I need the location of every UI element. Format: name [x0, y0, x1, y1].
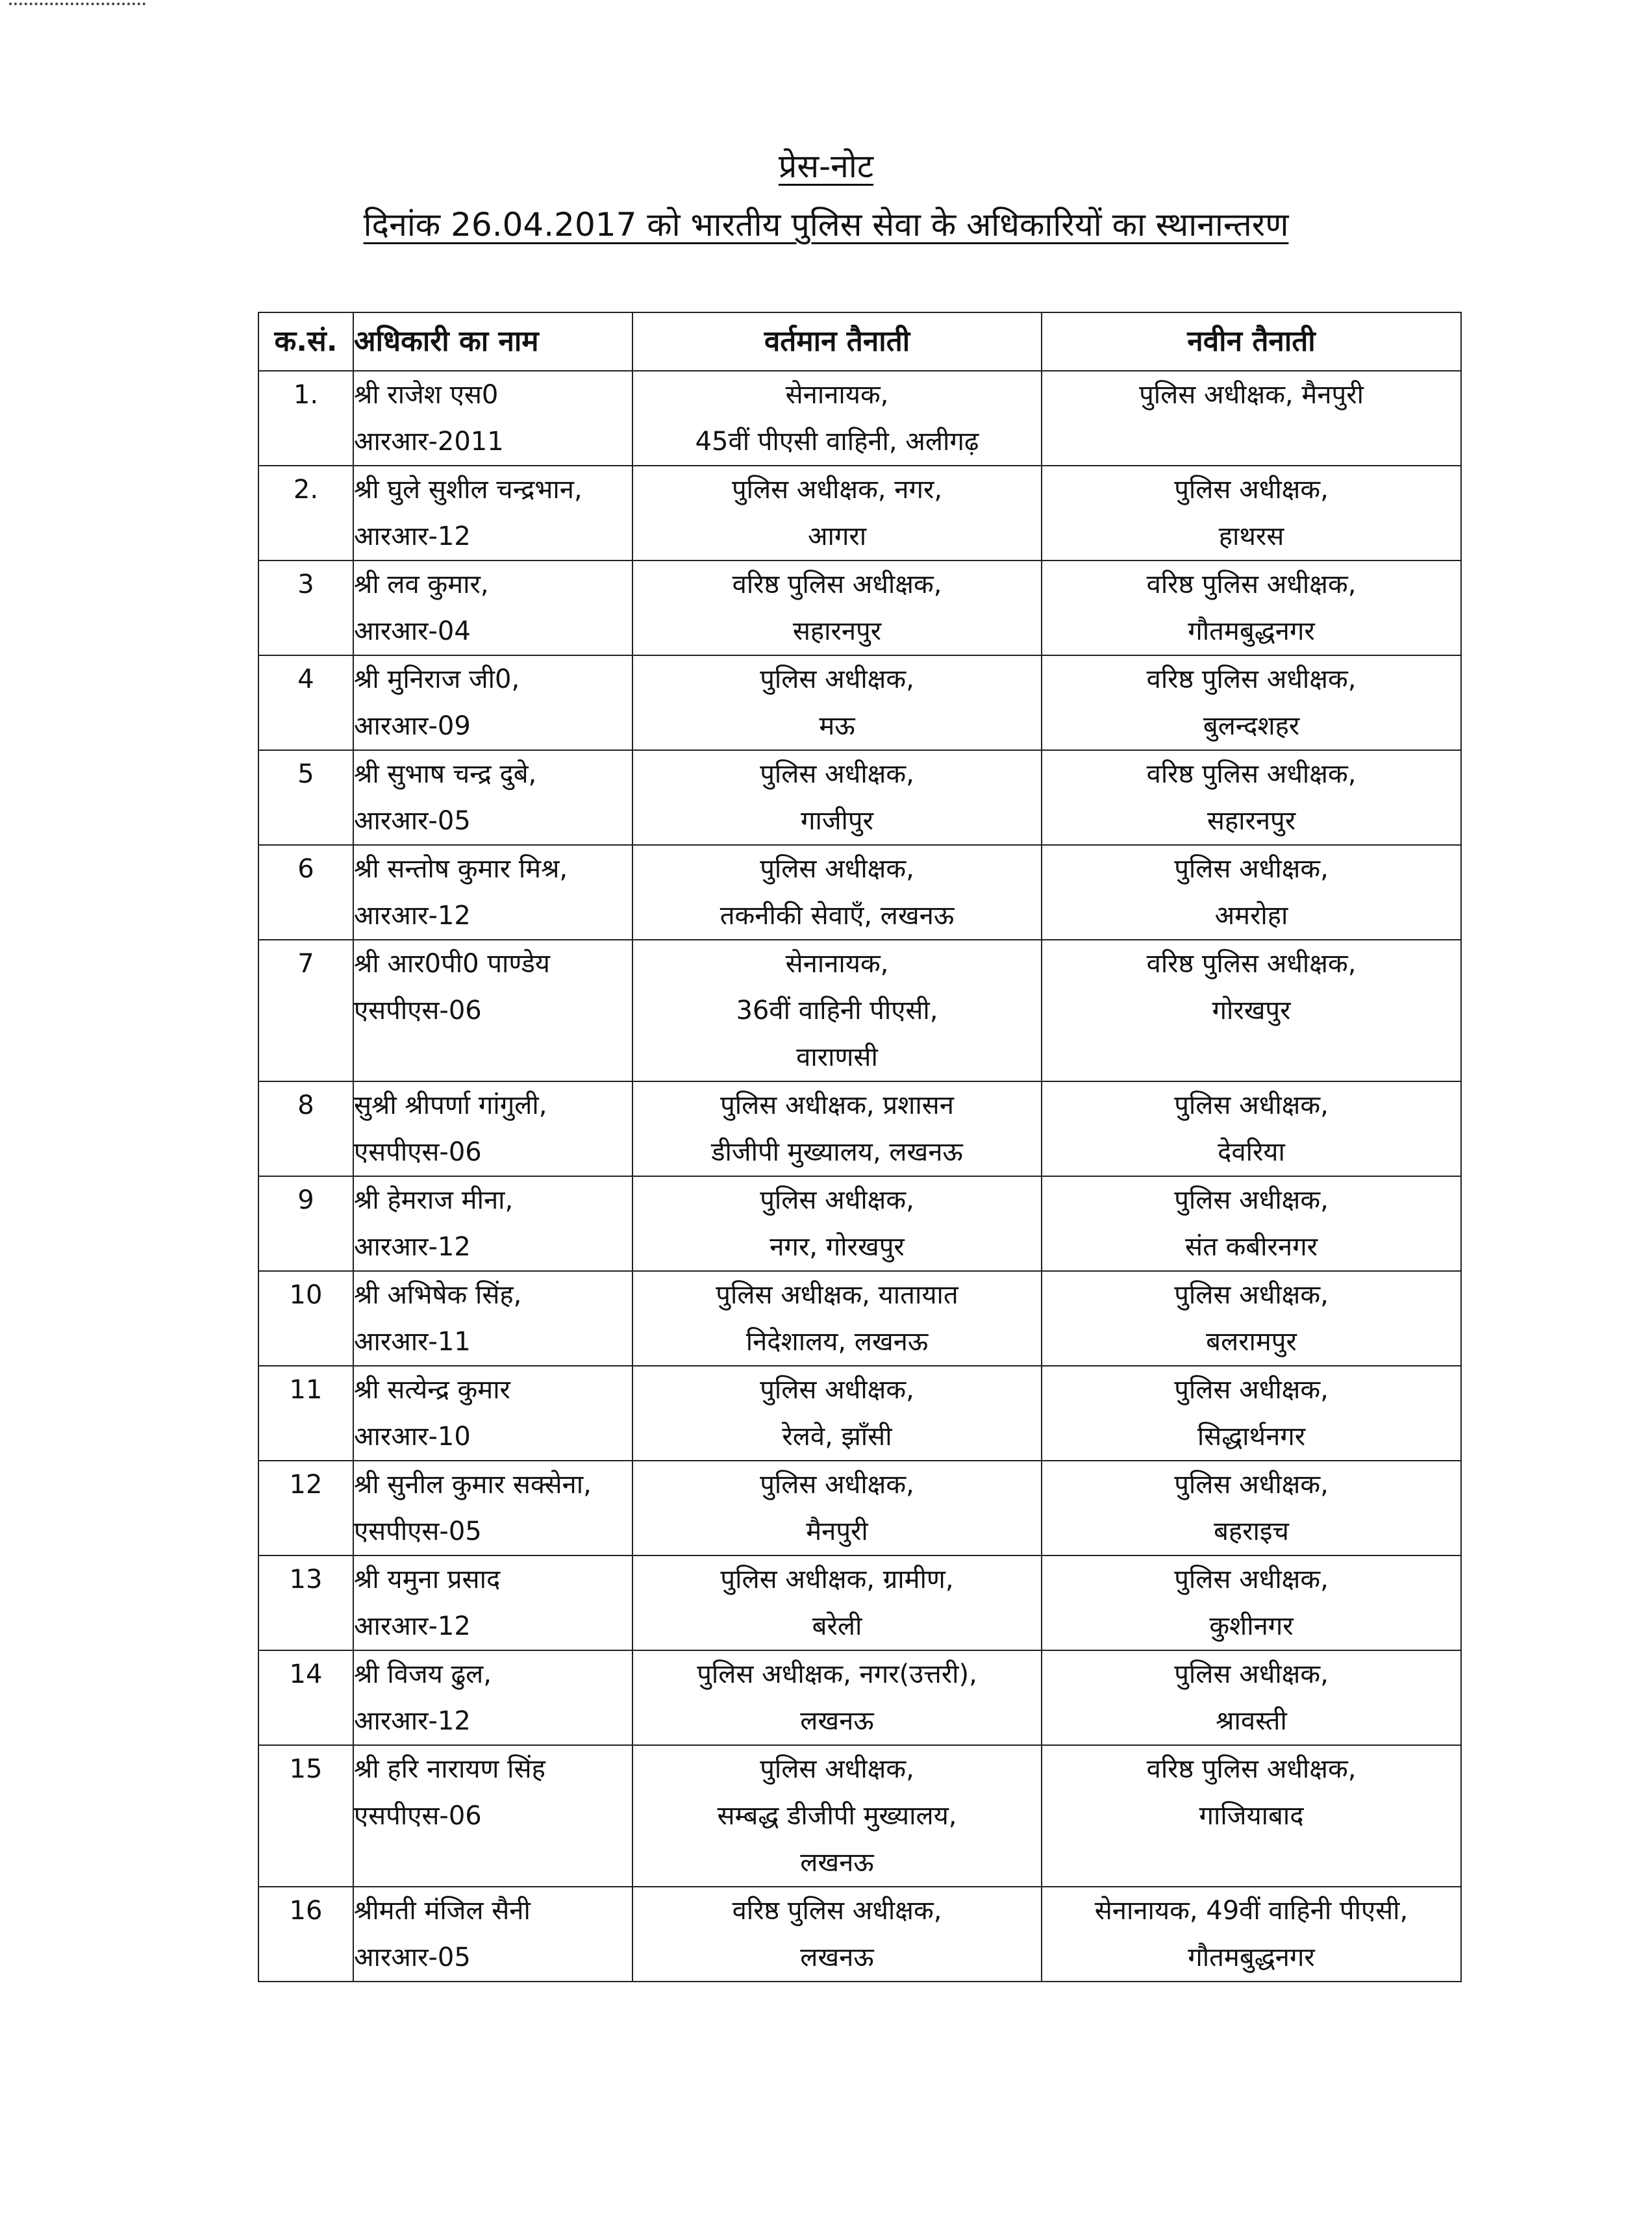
officer-name-line: श्री मुनिराज जी0,: [354, 664, 520, 694]
current-posting-line: लखनऊ: [800, 1943, 874, 1972]
new-posting-line: गौतमबुद्धनगर: [1188, 1943, 1315, 1972]
officer-name-cell: [353, 1555, 632, 1650]
current-posting-cell: [632, 1176, 1042, 1271]
new-posting-cell: [1042, 845, 1461, 940]
new-posting-line: अमरोहा: [1214, 901, 1288, 931]
officer-name-line: श्री विजय ढुल,: [354, 1659, 492, 1689]
officer-name-line: सुश्री श्रीपर्णा गांगुली,: [354, 1090, 547, 1120]
new-posting-line: पुलिस अधीक्षक,: [1174, 475, 1329, 505]
press-note-title: प्रेस-नोट: [778, 147, 874, 185]
serial-number-cell: 3: [258, 560, 353, 655]
current-posting-cell: [632, 371, 1042, 466]
current-posting-line: लखनऊ: [800, 1848, 874, 1878]
header-officer-name: अधिकारी का नाम: [353, 312, 632, 371]
serial-number-cell: 9: [258, 1176, 353, 1271]
serial-number-cell: 8: [258, 1081, 353, 1176]
officer-name-line: एसपीएस-06: [354, 1137, 482, 1167]
officer-name-line: श्री सुभाष चन्द्र दुबे,: [354, 759, 537, 789]
officer-name-line: आरआर-10: [354, 1422, 471, 1452]
current-posting-line: वरिष्ठ पुलिस अधीक्षक,: [732, 570, 942, 599]
header-serial-number: क.सं.: [258, 312, 353, 371]
officer-name-cell: [353, 1176, 632, 1271]
officer-name-cell: [353, 1745, 632, 1887]
officer-name-cell: [353, 940, 632, 1081]
officer-name-cell: [353, 1461, 632, 1555]
new-posting-line: पुलिस अधीक्षक,: [1174, 1280, 1329, 1310]
serial-number-cell: 10: [258, 1271, 353, 1366]
new-posting-line: गौतमबुद्धनगर: [1188, 616, 1315, 646]
current-posting-cell: [632, 1461, 1042, 1555]
serial-number-cell: 14: [258, 1650, 353, 1745]
officer-name-line: श्री घुले सुशील चन्द्रभान,: [354, 475, 582, 505]
new-posting-line: बलरामपुर: [1206, 1327, 1297, 1357]
current-posting-line: सम्बद्ध डीजीपी मुख्यालय,: [717, 1801, 957, 1831]
officer-name-line: आरआर-12: [354, 1611, 471, 1641]
officer-name-line: एसपीएस-06: [354, 1801, 482, 1831]
new-posting-line: कुशीनगर: [1209, 1611, 1294, 1641]
current-posting-cell: [632, 560, 1042, 655]
current-posting-line: डीजीपी मुख्यालय, लखनऊ: [711, 1137, 963, 1167]
table-row: [258, 1081, 1461, 1176]
officer-name-line: श्री हरि नारायण सिंह: [354, 1754, 545, 1784]
officer-name-line: आरआर-05: [354, 1943, 471, 1972]
new-posting-line: बहराइच: [1214, 1517, 1289, 1546]
current-posting-line: बरेली: [812, 1611, 862, 1641]
new-posting-line: पुलिस अधीक्षक,: [1174, 1659, 1329, 1689]
serial-number-cell: 5: [258, 750, 353, 845]
new-posting-line: पुलिस अधीक्षक,: [1174, 1565, 1329, 1594]
officer-name-cell: [353, 750, 632, 845]
table-row: [258, 940, 1461, 1081]
officer-name-line: आरआर-05: [354, 806, 471, 836]
serial-number-cell: 11: [258, 1366, 353, 1461]
officer-name-line: आरआर-12: [354, 522, 471, 551]
current-posting-line: पुलिस अधीक्षक,: [760, 1754, 914, 1784]
current-posting-line: पुलिस अधीक्षक, ग्रामीण,: [720, 1565, 954, 1594]
new-posting-cell: [1042, 750, 1461, 845]
corner-scan-mark: [9, 3, 145, 12]
new-posting-cell: [1042, 1650, 1461, 1745]
new-posting-line: पुलिस अधीक्षक,: [1174, 1090, 1329, 1120]
current-posting-line: आगरा: [807, 522, 867, 551]
serial-number-cell: 7: [258, 940, 353, 1081]
current-posting-line: पुलिस अधीक्षक, प्रशासन: [720, 1090, 954, 1120]
officer-name-cell: [353, 1650, 632, 1745]
table-header-row: [258, 312, 1461, 371]
current-posting-cell: [632, 1366, 1042, 1461]
officer-name-line: आरआर-11: [354, 1327, 471, 1357]
new-posting-line: संत कबीरनगर: [1185, 1232, 1318, 1262]
current-posting-line: सेनानायक,: [785, 380, 889, 410]
serial-number-cell: 2.: [258, 466, 353, 560]
table-row: [258, 560, 1461, 655]
officer-name-line: आरआर-09: [354, 711, 471, 741]
officer-name-line: आरआर-12: [354, 1706, 471, 1736]
current-posting-line: वरिष्ठ पुलिस अधीक्षक,: [732, 1896, 942, 1926]
current-posting-line: पुलिस अधीक्षक, यातायात: [716, 1280, 958, 1310]
table-row: [258, 1366, 1461, 1461]
officer-name-line: श्री अभिषेक सिंह,: [354, 1280, 522, 1310]
new-posting-line: पुलिस अधीक्षक,: [1174, 854, 1329, 884]
new-posting-cell: [1042, 1745, 1461, 1887]
current-posting-line: पुलिस अधीक्षक, नगर(उत्तरी),: [697, 1659, 977, 1689]
current-posting-cell: [632, 1650, 1042, 1745]
current-posting-cell: [632, 750, 1042, 845]
serial-number-cell: 12: [258, 1461, 353, 1555]
new-posting-line: श्रावस्ती: [1216, 1706, 1287, 1736]
officer-name-line: आरआर-12: [354, 1232, 471, 1262]
serial-number-cell: 6: [258, 845, 353, 940]
press-note-subtitle: दिनांक 26.04.2017 को भारतीय पुलिस सेवा के अधिकारियों का स्थानान्तरण: [363, 206, 1289, 244]
table-row: [258, 1887, 1461, 1982]
officer-name-line: एसपीएस-06: [354, 996, 482, 1026]
serial-number-cell: 13: [258, 1555, 353, 1650]
officer-name-line: श्री आर0पी0 पाण्डेय: [354, 949, 551, 979]
new-posting-cell: [1042, 1887, 1461, 1982]
officer-name-cell: [353, 371, 632, 466]
officer-name-cell: [353, 1887, 632, 1982]
current-posting-line: नगर, गोरखपुर: [770, 1232, 905, 1262]
current-posting-line: पुलिस अधीक्षक,: [760, 664, 914, 694]
new-posting-line: गाजियाबाद: [1199, 1801, 1304, 1831]
officer-name-line: श्री सत्येन्द्र कुमार: [354, 1375, 510, 1405]
new-posting-line: पुलिस अधीक्षक,: [1174, 1470, 1329, 1500]
new-posting-line: वरिष्ठ पुलिस अधीक्षक,: [1146, 570, 1357, 599]
current-posting-line: रेलवे, झाँसी: [782, 1422, 892, 1452]
current-posting-line: सहारनपुर: [792, 616, 882, 646]
current-posting-line: 45वीं पीएसी वाहिनी, अलीगढ़: [695, 427, 979, 457]
transfer-table: [258, 312, 1462, 1982]
officer-name-line: श्री लव कुमार,: [354, 570, 489, 599]
new-posting-line: बुलन्दशहर: [1203, 711, 1300, 741]
officer-name-cell: [353, 1366, 632, 1461]
current-posting-cell: [632, 940, 1042, 1081]
serial-number-cell: 16: [258, 1887, 353, 1982]
serial-number-cell: 4: [258, 655, 353, 750]
current-posting-cell: [632, 655, 1042, 750]
new-posting-line: पुलिस अधीक्षक,: [1174, 1185, 1329, 1215]
new-posting-cell: [1042, 655, 1461, 750]
current-posting-line: निदेशालय, लखनऊ: [745, 1327, 929, 1357]
new-posting-cell: [1042, 1176, 1461, 1271]
new-posting-cell: [1042, 1366, 1461, 1461]
serial-number-cell: 15: [258, 1745, 353, 1887]
table-row: [258, 750, 1461, 845]
new-posting-cell: [1042, 560, 1461, 655]
new-posting-line: वरिष्ठ पुलिस अधीक्षक,: [1146, 949, 1357, 979]
table-row: [258, 1461, 1461, 1555]
officer-name-line: श्री राजेश एस0: [354, 380, 499, 410]
serial-number-cell: 1.: [258, 371, 353, 466]
table-row: [258, 1271, 1461, 1366]
new-posting-line: पुलिस अधीक्षक,: [1174, 1375, 1329, 1405]
new-posting-line: सहारनपुर: [1207, 806, 1296, 836]
officer-name-cell: [353, 1271, 632, 1366]
current-posting-line: पुलिस अधीक्षक,: [760, 1470, 914, 1500]
table-row: [258, 1745, 1461, 1887]
current-posting-line: पुलिस अधीक्षक,: [760, 1375, 914, 1405]
current-posting-line: मैनपुरी: [806, 1517, 868, 1546]
new-posting-line: सिद्धार्थनगर: [1197, 1422, 1306, 1452]
new-posting-cell: [1042, 466, 1461, 560]
new-posting-cell: [1042, 1081, 1461, 1176]
new-posting-line: हाथरस: [1218, 522, 1284, 551]
new-posting-line: पुलिस अधीक्षक, मैनपुरी: [1139, 380, 1364, 410]
officer-name-cell: [353, 1081, 632, 1176]
table-row: [258, 371, 1461, 466]
officer-name-line: आरआर-04: [354, 616, 471, 646]
table-row: [258, 1176, 1461, 1271]
officer-name-cell: [353, 466, 632, 560]
current-posting-cell: [632, 1887, 1042, 1982]
officer-name-line: एसपीएस-05: [354, 1517, 482, 1546]
table-row: [258, 1650, 1461, 1745]
officer-name-cell: [353, 845, 632, 940]
officer-name-line: श्री हेमराज मीना,: [354, 1185, 514, 1215]
new-posting-cell: [1042, 1271, 1461, 1366]
current-posting-line: वाराणसी: [796, 1042, 878, 1072]
officer-name-cell: [353, 560, 632, 655]
officer-name-line: आरआर-2011: [354, 427, 504, 457]
current-posting-line: तकनीकी सेवाएँ, लखनऊ: [720, 901, 955, 931]
table-row: [258, 845, 1461, 940]
officer-name-line: श्रीमती मंजिल सैनी: [354, 1896, 531, 1926]
new-posting-line: सेनानायक, 49वीं वाहिनी पीएसी,: [1094, 1896, 1408, 1926]
current-posting-line: पुलिस अधीक्षक,: [760, 759, 914, 789]
new-posting-line: वरिष्ठ पुलिस अधीक्षक,: [1146, 759, 1357, 789]
header-new-posting: नवीन तैनाती: [1042, 312, 1461, 371]
new-posting-cell: [1042, 1555, 1461, 1650]
new-posting-cell: [1042, 940, 1461, 1081]
new-posting-line: वरिष्ठ पुलिस अधीक्षक,: [1146, 1754, 1357, 1784]
new-posting-line: देवरिया: [1218, 1137, 1285, 1167]
current-posting-line: मऊ: [819, 711, 855, 741]
current-posting-cell: [632, 1555, 1042, 1650]
new-posting-cell: [1042, 1461, 1461, 1555]
table-row: [258, 1555, 1461, 1650]
current-posting-cell: [632, 1271, 1042, 1366]
current-posting-line: सेनानायक,: [785, 949, 889, 979]
officer-name-line: श्री यमुना प्रसाद: [354, 1565, 501, 1594]
new-posting-cell: [1042, 371, 1461, 466]
current-posting-line: लखनऊ: [800, 1706, 874, 1736]
current-posting-line: पुलिस अधीक्षक,: [760, 854, 914, 884]
current-posting-line: 36वीं वाहिनी पीएसी,: [736, 996, 938, 1026]
current-posting-line: गाजीपुर: [801, 806, 873, 836]
new-posting-line: वरिष्ठ पुलिस अधीक्षक,: [1146, 664, 1357, 694]
table-row: [258, 655, 1461, 750]
officer-name-line: श्री सुनील कुमार सक्सेना,: [354, 1470, 592, 1500]
current-posting-cell: [632, 845, 1042, 940]
officer-name-line: श्री सन्तोष कुमार मिश्र,: [354, 854, 568, 884]
new-posting-line: गोरखपुर: [1212, 996, 1291, 1026]
header-current-posting: वर्तमान तैनाती: [632, 312, 1042, 371]
officer-name-cell: [353, 655, 632, 750]
current-posting-line: पुलिस अधीक्षक, नगर,: [731, 475, 943, 505]
current-posting-cell: [632, 466, 1042, 560]
current-posting-cell: [632, 1745, 1042, 1887]
current-posting-line: पुलिस अधीक्षक,: [760, 1185, 914, 1215]
officer-name-line: आरआर-12: [354, 901, 471, 931]
table-row: [258, 466, 1461, 560]
current-posting-cell: [632, 1081, 1042, 1176]
